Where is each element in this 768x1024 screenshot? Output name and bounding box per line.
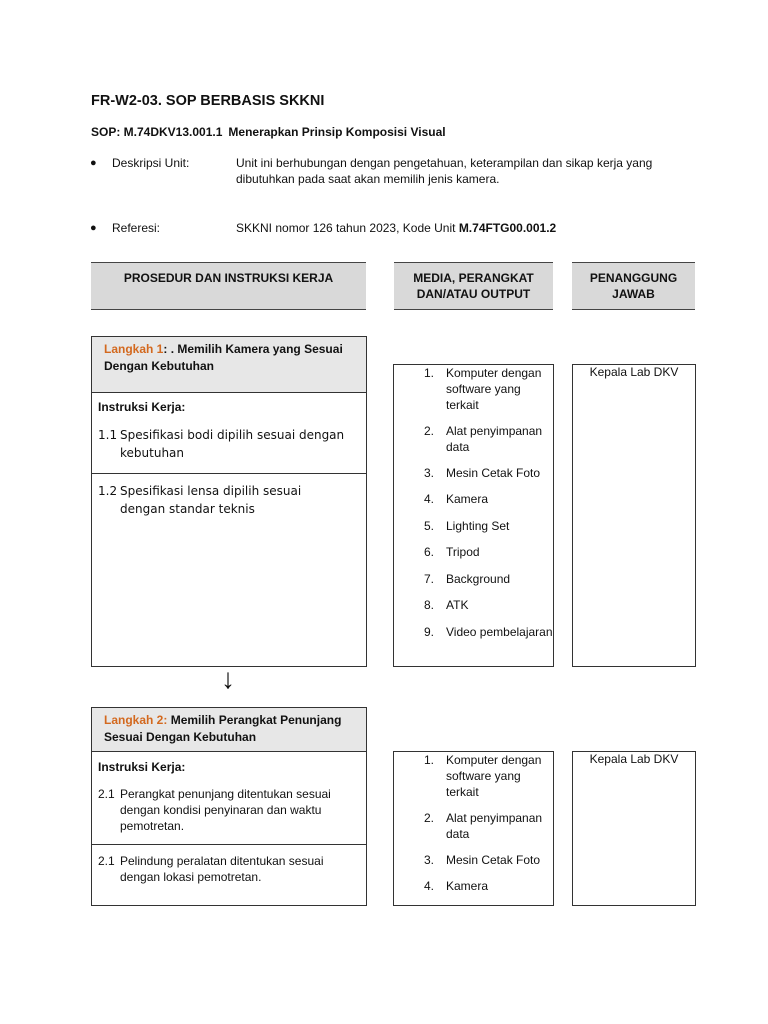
- sop-line: [91, 125, 446, 139]
- arrow-down-icon: ↓: [221, 663, 235, 694]
- item-text: Pelindung peralatan ditentukan sesuai dengan lokasi pemotretan.: [120, 854, 324, 884]
- step1-pj-box: [572, 364, 696, 667]
- step2-media-box: 1. Komputer dengan software yang terkait 2. Alat penyimpanan data 3. Mesin Cetak Foto 4. Kamera: [393, 751, 554, 906]
- referensi-label: Referesi:: [112, 221, 161, 235]
- step2-header: [92, 708, 366, 752]
- sop-code: SOP: M.74DKV13.001.1: [91, 125, 223, 139]
- deskripsi-label: Deskripsi Unit:: [112, 156, 190, 170]
- document-title: FR-W2-03. SOP BERBASIS SKKNI: [91, 93, 325, 109]
- referensi-text: [236, 220, 666, 236]
- step1-procedure-box: [91, 336, 367, 667]
- header-prosedur: PROSEDUR DAN INSTRUKSI KERJA: [91, 262, 366, 310]
- sop-name: Menerapkan Prinsip Komposisi Visual: [228, 125, 446, 139]
- step1-item-1: [98, 426, 358, 466]
- item-text: Spesifikasi lensa dipilih sesuai dengan standar teknis: [120, 484, 302, 516]
- step1-instruksi-title: Instruksi Kerja:: [98, 400, 186, 414]
- item-number: 1.2: [98, 484, 118, 498]
- bullet-icon: ●: [90, 222, 97, 234]
- step2-title: Memilih Perangkat Penunjang Sesuai Dengan Kebutuhan: [104, 713, 342, 744]
- step2-pj: Kepala Lab DKV: [589, 752, 679, 766]
- bullet-icon: ●: [90, 157, 97, 169]
- step1-label: Langkah 1: [104, 342, 164, 356]
- step1-pj: Kepala Lab DKV: [589, 365, 679, 379]
- item-number: 2.1: [98, 787, 115, 801]
- step2-label: Langkah 2:: [104, 713, 168, 727]
- step1-colon: : .: [163, 342, 175, 356]
- deskripsi-text: Unit ini berhubungan dengan pengetahuan, keterampilan dan sikap kerja yang dibutuhkan pada saat akan memilih jenis kamera.: [236, 156, 653, 186]
- item-number: 2.1: [98, 854, 115, 868]
- step2-instruksi-title: Instruksi Kerja:: [98, 760, 186, 774]
- step1-header: [92, 337, 366, 393]
- referensi-source: SKKNI nomor 126 tahun 2023, Kode Unit: [236, 221, 459, 235]
- item-number: 1.1: [98, 428, 118, 442]
- step2-pj-box: [572, 751, 696, 906]
- step1-item-2: [98, 482, 358, 522]
- step2-procedure-box: [91, 707, 367, 906]
- referensi-row: [90, 220, 690, 238]
- deskripsi-row: [90, 155, 690, 189]
- referensi-code: M.74FTG00.001.2: [458, 221, 557, 235]
- step2-item-1: [98, 786, 360, 836]
- divider: [92, 473, 366, 474]
- header-media: MEDIA, PERANGKAT DAN/ATAU OUTPUT: [394, 262, 553, 310]
- divider: [92, 844, 366, 845]
- item-text: Spesifikasi bodi dipilih sesuai dengan kebutuhan: [120, 428, 345, 460]
- item-text: Perangkat penunjang ditentukan sesuai dengan kondisi penyinaran dan waktu pemotretan.: [120, 787, 331, 833]
- step2-item-2: [98, 853, 360, 887]
- step1-title: Memilih Kamera yang Sesuai Dengan Kebutuhan: [104, 342, 343, 373]
- step1-media-box: 1. Komputer dengan software yang terkait 2. Alat penyimpanan data 3. Mesin Cetak Foto 4. Kamera 5. Lighting Set 6. Tripod 7. Background 8. ATK 9. Video pembelajaran: [393, 364, 554, 667]
- header-penanggung-jawab: PENANGGUNG JAWAB: [572, 262, 695, 310]
